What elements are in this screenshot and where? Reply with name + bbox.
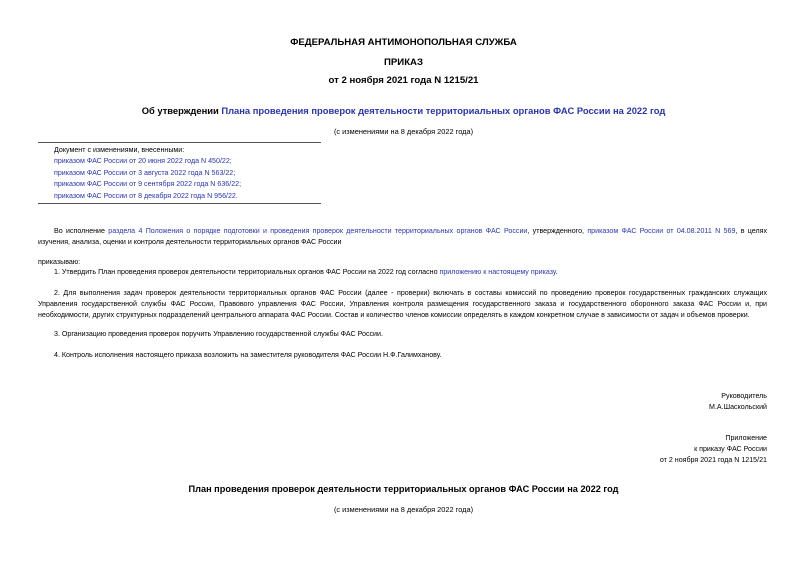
changes-note: (с изменениями на 8 декабря 2022 года) <box>333 127 474 136</box>
signature-role: Руководитель <box>721 392 767 400</box>
order-item-1 <box>38 267 767 278</box>
signature-block <box>709 391 767 413</box>
regulation-link[interactable]: раздела 4 Положения о порядке подготовки и проведения проверок деятельности территориальных органов ФАС России <box>108 227 528 235</box>
preamble-paragraph <box>38 226 767 248</box>
appendix-header <box>660 433 767 467</box>
amendment-link[interactable]: приказом ФАС России от 8 декабря 2022 года N 956/22. <box>54 191 238 200</box>
doc-title-prefix: Об утверждении <box>141 105 222 116</box>
preamble-text: , в целях изучения, анализа, оценки и контроля деятельности территориальных органов ФАС России <box>38 227 768 247</box>
order-item-4: 4. Контроль исполнения настоящего приказа возложить на заместителя руководителя ФАС России Н.Ф.Галимханову. <box>54 351 442 359</box>
changes-intro: Документ с изменениями, внесенными: <box>54 146 185 154</box>
amendment-link[interactable]: приказом ФАС России от 20 июня 2022 года N 450/22; <box>54 157 232 166</box>
plan-changes-note: (с изменениями на 8 декабря 2022 года) <box>333 505 474 514</box>
changes-block <box>54 145 241 202</box>
preamble-text: Во исполнение <box>54 227 109 235</box>
doc-type: ПРИКАЗ <box>384 57 423 68</box>
signature-name: М.А.Шаскольский <box>709 403 767 412</box>
item-1-text: 1. Утвердить План проведения проверок деятельности территориальных органов ФАС России на 2022 год согласно <box>54 268 440 276</box>
doc-title <box>0 105 807 116</box>
order-word: приказываю: <box>38 258 81 266</box>
appendix-label: Приложение <box>725 434 767 442</box>
divider-top <box>38 142 321 143</box>
order-item-3: 3. Организацию проведения проверок поручить Управлению государственной службы ФАС России. <box>54 330 383 338</box>
doc-title-link[interactable]: Плана проведения проверок деятельности территориальных органов ФАС России на 2022 год <box>221 105 666 116</box>
org-name: ФЕДЕРАЛЬНАЯ АНТИМОНОПОЛЬНАЯ СЛУЖБА <box>290 37 517 48</box>
appendix-line: к приказу ФАС России <box>694 445 767 454</box>
divider-bottom <box>38 203 321 204</box>
doc-date: от 2 ноября 2021 года N 1215/21 <box>328 75 479 86</box>
amendment-link[interactable]: приказом ФАС России от 9 сентября 2022 года N 636/22; <box>54 180 242 189</box>
order-569-link[interactable]: приказом ФАС России от 04.08.2011 N 569 <box>587 227 736 235</box>
amendment-link[interactable]: приказом ФАС России от 3 августа 2022 года N 563/22; <box>54 168 236 177</box>
appendix-link[interactable]: приложению к настоящему приказу <box>439 268 556 276</box>
plan-title: План проведения проверок деятельности территориальных органов ФАС России на 2022 год <box>188 484 619 494</box>
order-item-2: 2. Для выполнения задач проверок деятельности территориальных органов ФАС России (далее - проверки) включать в составы комиссий по проведению проверок государственных гражданских служащих Управления государственной службы ФАС России, Правового управления ФАС России, Управления контроля размещения государственного заказа и государственного оборонного заказа ФАС России и, при необходимости, других структурных подразделений центрального аппарата ФАС России. Состав и количество членов комиссии определять в каждом конкретном случае в зависимости от задач и объемов проверки. <box>38 289 767 320</box>
item-1-end: . <box>555 268 558 276</box>
preamble-text: , утвержденного, <box>527 227 588 235</box>
appendix-line: от 2 ноября 2021 года N 1215/21 <box>659 456 767 465</box>
